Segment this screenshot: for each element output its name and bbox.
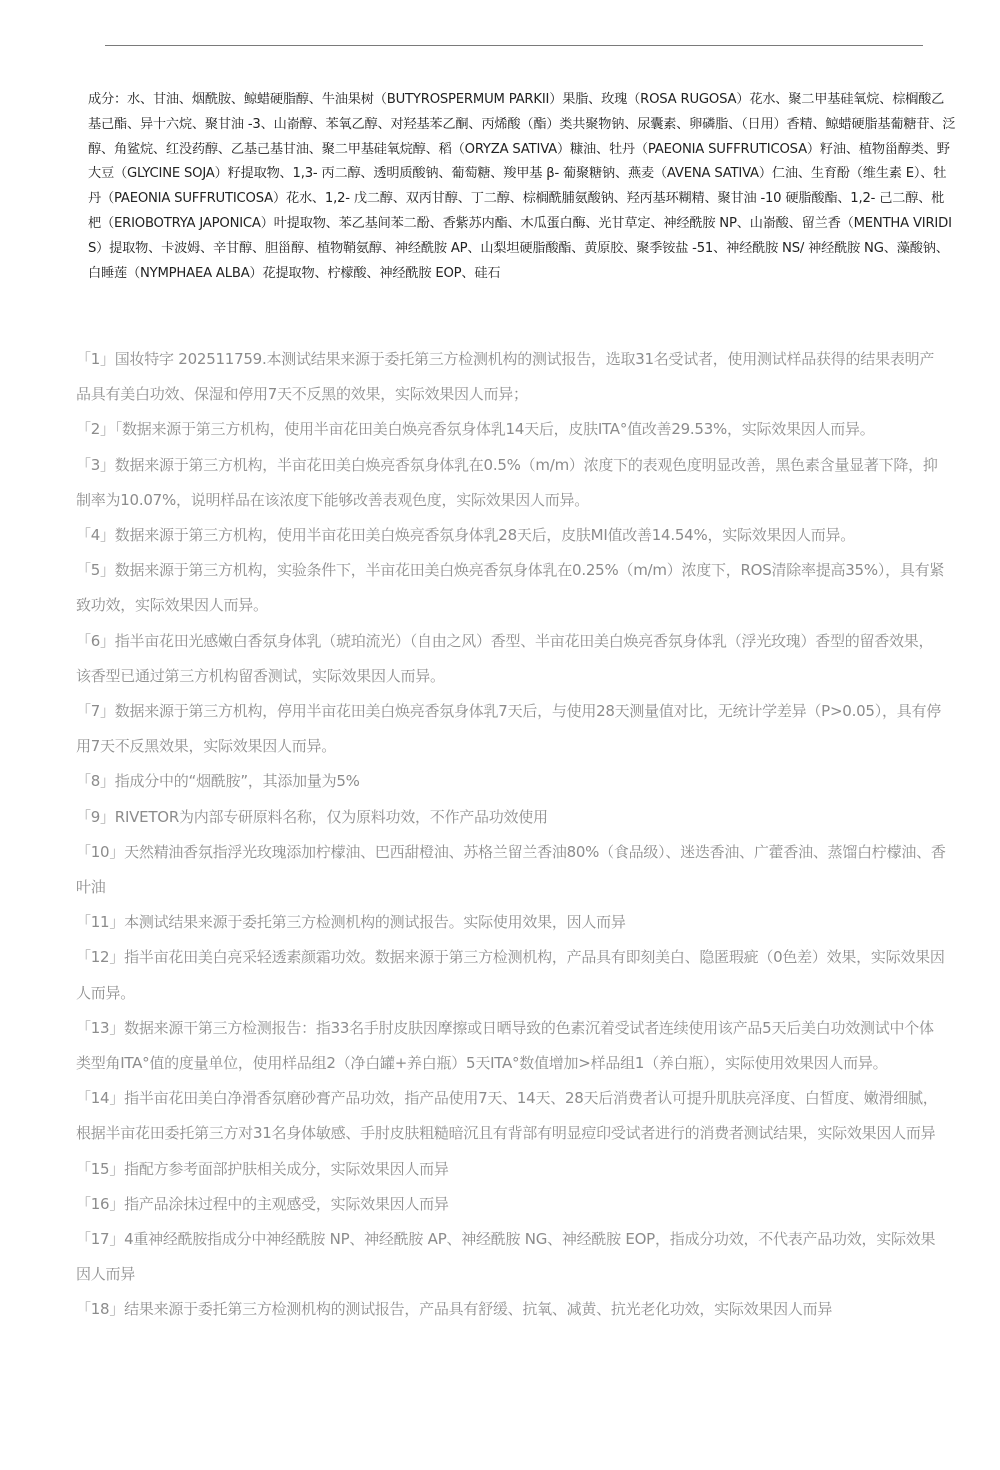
footnote-7: 「7」数据来源于第三方机构，停用半亩花田美白焕亮香氛身体乳7天后，与使用28天测量值对比，无统计学差异（P>0.05），具有停用7天不反黑效果，实际效果因人而异。 (76, 702, 941, 756)
footnote-6: 「6」指半亩花田光感嫩白香氛身体乳（琥珀流光）（自由之风）香型、半亩花田美白焕亮香氛身体乳（浮光玫瑰）香型的留香效果，该香型已通过第三方机构留香测试，实际效果因人而异。 (76, 631, 934, 685)
ingredients-list: 水、甘油、烟酰胺、鲸蜡硬脂醇、牛油果树（BUTYROSPERMUM PARKII）果脂、玫瑰（ROSA RUGOSA）花水、聚二甲基硅氧烷、棕榈酸乙基己酯、异十六烷、聚甘油 -3、山嵛醇、苯氧乙醇、对羟基苯乙酮、丙烯酸（酯）类共聚物钠、尿囊素、卵磷脂、（日用）香精、鲸蜡硬脂基葡糖苷、泛醇、角鲨烷、红没药醇、乙基己基甘油、聚二甲基硅氧烷醇、稻（ORYZA SATIVA）糠油、牡丹（PAEONIA SUFFRUTICOSA）籽油、植物甾醇类、野大豆（GLYCINE SOJA）籽提取物、1,3- 丙二醇、透明质酸钠、葡萄糖、羧甲基 β- 葡聚糖钠、燕麦（AVENA SATIVA）仁油、生育酚（维生素 E）、牡丹（PAEONIA SUFFRUTICOSA）花水、1,2- 戊二醇、双丙甘醇、丁二醇、棕榈酰脯氨酸钠、羟丙基环糊精、聚甘油 -10 硬脂酸酯、1,2- 己二醇、枇杷（ERIOBOTRYA JAPONICA）叶提取物、苯乙基间苯二酚、香紫苏内酯、木瓜蛋白酶、光甘草定、神经酰胺 NP、山嵛酸、留兰香（MENTHA VIRIDIS）提取物、卡波姆、辛甘醇、胆甾醇、植物鞘氨醇、神经酰胺 AP、山梨坦硬脂酸酯、黄原胶、聚季铵盐 -51、神经酰胺 NS/ 神经酰胺 NG、藻酸钠、白睡莲（NYMPHAEA ALBA）花提取物、柠檬酸、神经酰胺 EOP、硅石 (88, 92, 956, 281)
footnote-14: 「14」指半亩花田美白净滑香氛磨砂膏产品功效，指产品使用7天、14天、28天后消费者认可提升肌肤亮泽度、白皙度、嫩滑细腻，根据半亩花田委托第三方对31名身体敏感、手肘皮肤粗糙暗沉且有背部有明显痘印受试者进行的消费者测试结果，实际效果因人而异 (76, 1089, 938, 1143)
footnote-3: 「3」数据来源于第三方机构，半亩花田美白焕亮香氛身体乳在0.5%（m/m）浓度下的表观色度明显改善，黑色素含量显著下降，抑制率为10.07%，说明样品在该浓度下能够改善表观色度，实际效果因人而异。 (76, 455, 938, 509)
footnote-9: 「9」RIVETOR为内部专研原料名称，仅为原料功效，不作产品功效使用 (76, 807, 548, 826)
footnote-16: 「16」指产品涂抹过程中的主观感受，实际效果因人而异 (76, 1194, 449, 1213)
footnote-18: 「18」结果来源于委托第三方检测机构的测试报告，产品具有舒缓、抗氧、减黄、抗光老化功效，实际效果因人而异 (76, 1300, 833, 1319)
footnote-10: 「10」天然精油香氛指浮光玫瑰添加柠檬油、巴西甜橙油、苏格兰留兰香油80%（食品级）、迷迭香油、广藿香油、蒸馏白柠檬油、香叶油 (76, 842, 946, 897)
footnote-11: 「11」本测试结果来源于委托第三方检测机构的测试报告。实际使用效果，因人而异 (76, 913, 626, 932)
footnote-4: 「4」数据来源于第三方机构，使用半亩花田美白焕亮香氛身体乳28天后，皮肤MI值改善14.54%，实际效果因人而异。 (76, 526, 855, 545)
footnote-8: 「8」指成分中的“烟酰胺”，其添加量为5% (76, 772, 360, 791)
ingredients-paragraph (88, 88, 956, 286)
footnotes-list (76, 342, 948, 1328)
footnote-12: 「12」指半亩花田美白亮采轻透素颜霜功效。数据来源于第三方检测机构，产品具有即刻美白、隐匿瑕疵（0色差）效果，实际效果因人而异。 (76, 948, 945, 1002)
footnote-15: 「15」指配方参考面部护肤相关成分，实际效果因人而异 (76, 1159, 449, 1178)
ingredients-label: 成分： (88, 92, 127, 107)
footnote-17: 「17」4重神经酰胺指成分中神经酰胺 NP、神经酰胺 AP、神经酰胺 NG、神经酰胺 EOP，指成分功效，不代表产品功效，实际效果因人而异 (76, 1230, 936, 1284)
footnote-2: 「2」「数据来源于第三方机构，使用半亩花田美白焕亮香氛身体乳14天后，皮肤ITA°值改善29.53%，实际效果因人而异。 (76, 420, 875, 439)
top-divider (105, 45, 923, 46)
footnote-1: 「1」国妆特字 202511759.本测试结果来源于委托第三方检测机构的测试报告，选取31名受试者，使用测试样品获得的结果表明产品具有美白功效、保湿和停用7天不反黑的效果，实际效果因人而异； (76, 350, 935, 404)
footnote-13: 「13」数据来源干第三方检测报告：指33名手肘皮肤因摩擦或日晒导致的色素沉着受试者连续使用该产品5天后美白功效测试中个体类型角ITA°值的度量单位，使用样品组2（净白罐+养白瓶）5天ITA°数值增加>样品组1（养白瓶），实际使用效果因人而异。 (76, 1018, 934, 1073)
footnote-5: 「5」数据来源于第三方机构，实验条件下，半亩花田美白焕亮香氛身体乳在0.25%（m/m）浓度下，ROS清除率提高35%），具有紧致功效，实际效果因人而异。 (76, 561, 945, 615)
